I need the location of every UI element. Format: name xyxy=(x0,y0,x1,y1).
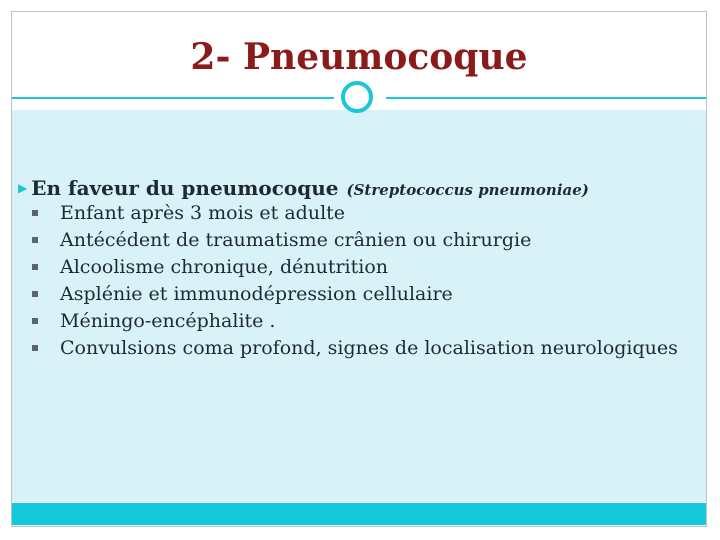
square-bullet-icon xyxy=(32,264,38,270)
square-bullet-icon xyxy=(32,237,38,243)
circle-ornament-icon xyxy=(341,81,373,113)
square-bullet-icon xyxy=(32,291,38,297)
list-item-text: Méningo-encéphalite . xyxy=(60,310,276,332)
slide-content xyxy=(18,176,698,364)
list-item xyxy=(18,256,698,278)
square-bullet-icon xyxy=(32,318,38,324)
square-bullet-icon xyxy=(32,345,38,351)
bottom-band xyxy=(12,503,706,525)
list-item xyxy=(18,229,698,251)
list-item xyxy=(18,310,698,332)
list-item xyxy=(18,283,698,305)
square-bullet-icon xyxy=(32,210,38,216)
list-item-text: Alcoolisme chronique, dénutrition xyxy=(60,256,389,278)
list-item-text: Convulsions coma profond, signes de localisation neurologiques xyxy=(60,337,678,359)
list-item xyxy=(18,202,698,224)
slide-title: 2- Pneumocoque xyxy=(190,36,528,78)
list-item-text: Antécédent de traumatisme crânien ou chirurgie xyxy=(60,229,532,251)
bullet-list xyxy=(18,202,698,359)
list-item-text: Enfant après 3 mois et adulte xyxy=(60,202,346,224)
divider-line-left xyxy=(12,97,334,99)
heading-text: En faveur du pneumocoque xyxy=(31,176,339,200)
list-item-text: Asplénie et immunodépression cellulaire xyxy=(60,283,453,305)
heading-line xyxy=(18,176,698,200)
arrow-bullet-icon: ▶ xyxy=(18,181,28,195)
divider-line-right xyxy=(386,97,706,99)
heading-latin: (Streptococcus pneumoniae) xyxy=(346,181,589,199)
list-item xyxy=(18,337,698,359)
